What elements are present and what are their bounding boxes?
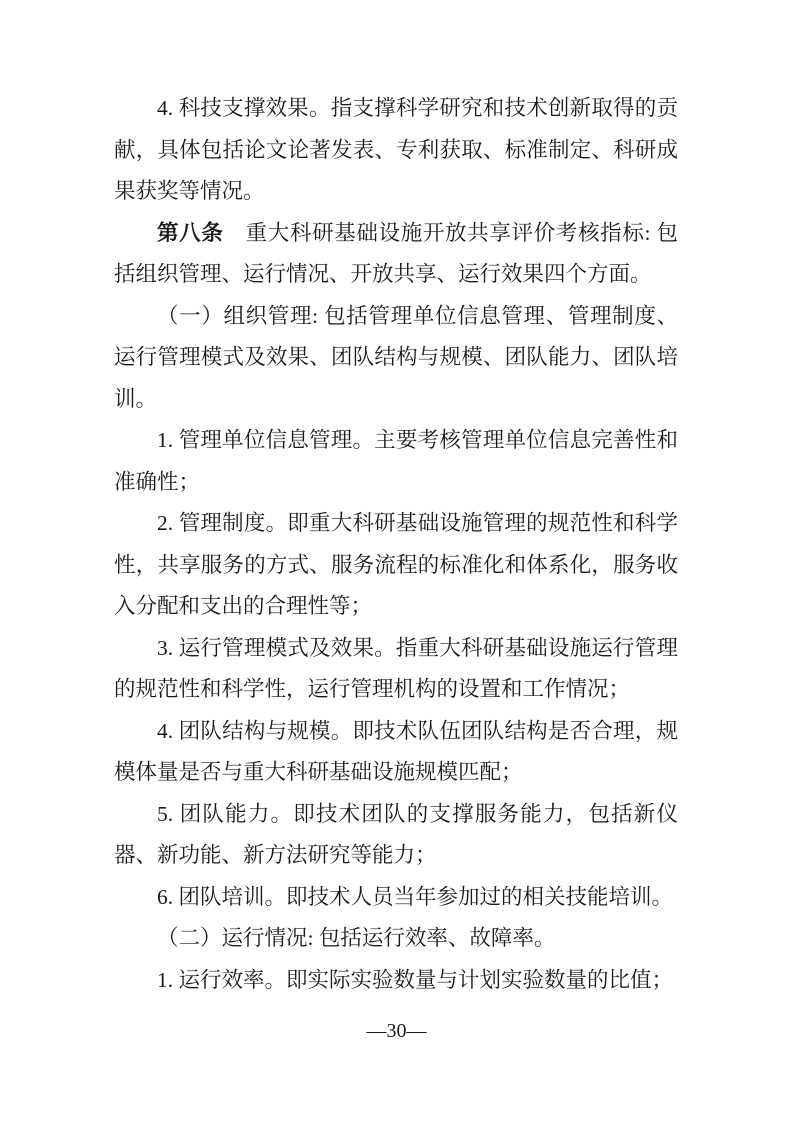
paragraph-3	[114, 296, 678, 421]
paragraph-text: （二）运行情况: 包括运行效率、故障率。	[157, 926, 556, 950]
paragraph-text: （一）组织管理: 包括管理单位信息管理、管理制度、运行管理模式及效果、团队结构与规模、团队能力、团队培训。	[114, 303, 678, 411]
document-body	[114, 88, 678, 1001]
paragraph-text: 1. 管理单位信息管理。主要考核管理单位信息完善性和准确性；	[114, 428, 678, 494]
paragraph-11	[114, 960, 678, 1002]
paragraph-text: 3. 运行管理模式及效果。指重大科研基础设施运行管理的规范性和科学性，运行管理机构的设置和工作情况；	[114, 635, 678, 701]
paragraph-2	[114, 213, 678, 296]
paragraph-5	[114, 503, 678, 628]
paragraph-text: 5. 团队能力。即技术团队的支撑服务能力，包括新仪器、新功能、新方法研究等能力；	[114, 801, 678, 867]
paragraph-1	[114, 88, 678, 213]
paragraph-4	[114, 420, 678, 503]
paragraph-9	[114, 877, 678, 919]
paragraph-text: 6. 团队培训。即技术人员当年参加过的相关技能培训。	[157, 884, 674, 909]
paragraph-7	[114, 711, 678, 794]
paragraph-10	[114, 918, 678, 960]
paragraph-text: 1. 运行效率。即实际实验数量与计划实验数量的比值；	[157, 967, 674, 992]
page-footer	[0, 1018, 793, 1044]
paragraph-8	[114, 794, 678, 877]
paragraph-text: 4. 团队结构与规模。即技术队伍团队结构是否合理，规模体量是否与重大科研基础设施规模匹配；	[114, 718, 678, 784]
article-number-bold: 第八条	[157, 220, 224, 245]
paragraph-text: 4. 科技支撑效果。指支撑科学研究和技术创新取得的贡献，具体包括论文论著发表、专利获取、标准制定、科研成果获奖等情况。	[114, 96, 678, 203]
paragraph-text: 2. 管理制度。即重大科研基础设施管理的规范性和科学性，共享服务的方式、服务流程的标准化和体系化，服务收入分配和支出的合理性等；	[114, 511, 678, 618]
page-number: —30—	[366, 1020, 427, 1042]
paragraph-text: 重大科研基础设施开放共享评价考核指标: 包括组织管理、运行情况、开放共享、运行效果四个方面。	[114, 220, 678, 286]
paragraph-6	[114, 628, 678, 711]
